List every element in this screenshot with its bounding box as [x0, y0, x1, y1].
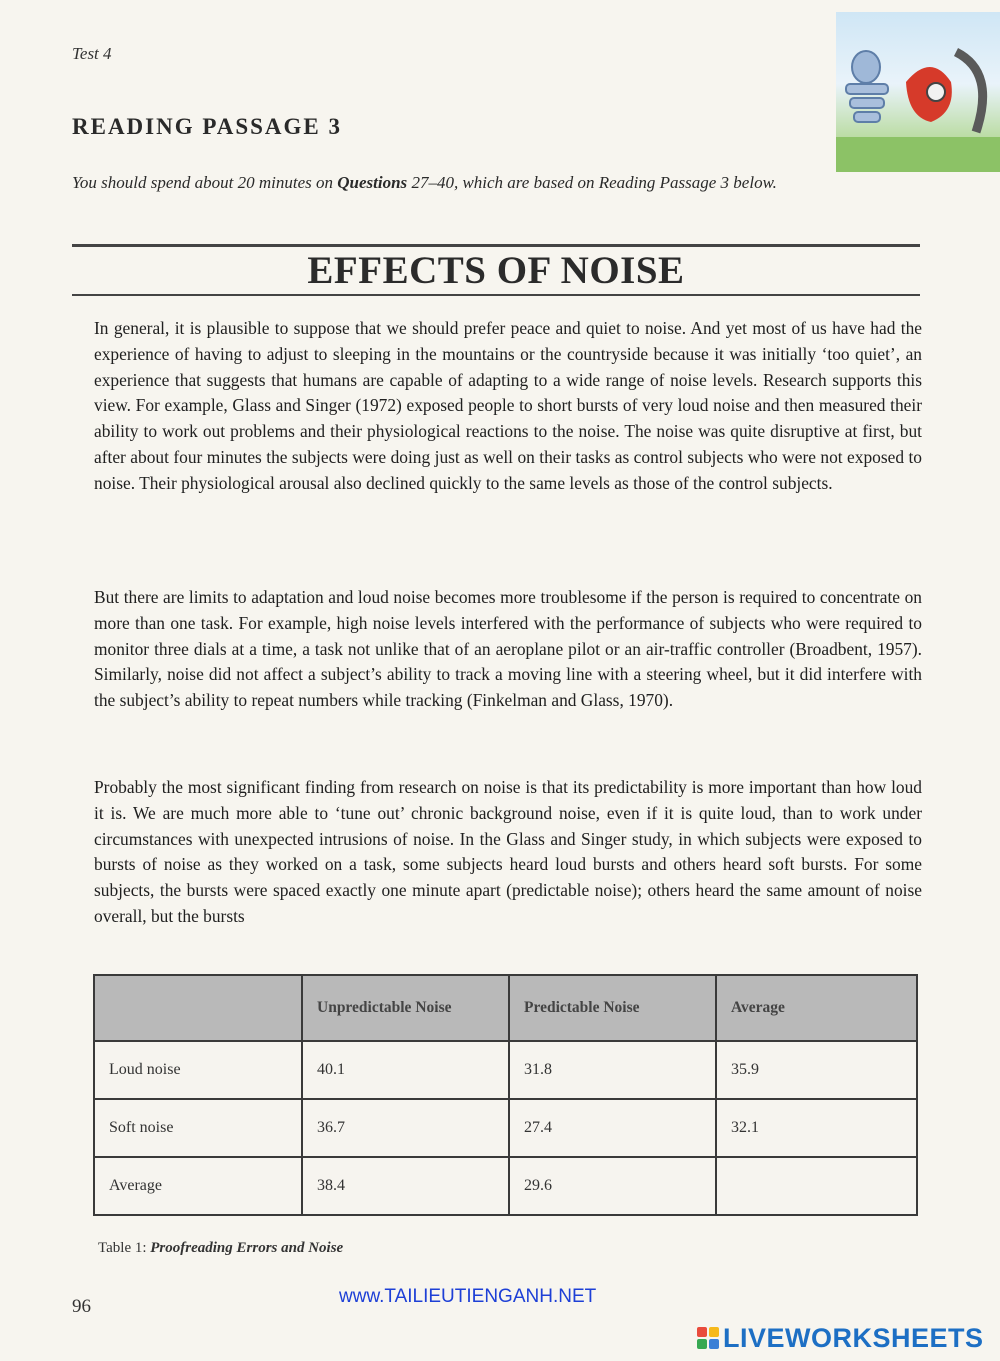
caption-title: Proofreading Errors and Noise — [150, 1240, 344, 1256]
table-cell: 29.6 — [509, 1157, 716, 1215]
table-cell: 36.7 — [302, 1099, 509, 1157]
test-label: Test 4 — [72, 44, 112, 63]
table-header-row — [94, 975, 917, 1041]
table-cell: Average — [94, 1157, 302, 1215]
page-number: 96 — [72, 1296, 91, 1317]
liveworksheets-brand[interactable] — [697, 1321, 984, 1355]
paragraph-2: But there are limits to adaptation and loud noise becomes more troublesome if the person is required to concentrate on more than one task. For example, high noise levels interfered with the performance of subjects who were required to monitor three dials at a time, a task not unlike that of an aeroplane pilot or an air-traffic controller (Broadbent, 1957). Similarly, noise did not affect a subject’s ability to track a moving line with a steering wheel, but it did interfere with the subject’s ability to repeat numbers while tracking (Finkelman and Glass, 1970). — [94, 587, 922, 711]
title-rule-bottom — [72, 294, 920, 296]
table-cell: 27.4 — [509, 1099, 716, 1157]
table-cell: Loud noise — [94, 1041, 302, 1099]
table-cell: Soft noise — [94, 1099, 302, 1157]
table-header-cell: Unpredictable Noise — [302, 975, 509, 1041]
results-table — [93, 974, 918, 1216]
table-cell: 38.4 — [302, 1157, 509, 1215]
table-cell: 32.1 — [716, 1099, 917, 1157]
brand-label: LIVEWORKSHEETS — [723, 1322, 984, 1353]
table-row — [94, 1041, 917, 1099]
table-header-cell: Average — [716, 975, 917, 1041]
website-link[interactable]: www.TAILIEUTIENGANH.NET — [339, 1286, 597, 1307]
table-cell — [716, 1157, 917, 1215]
table-caption — [98, 1240, 343, 1257]
instructions — [72, 172, 922, 194]
paragraph-1: In general, it is plausible to suppose that we should prefer peace and quiet to noise. And yet most of us have had the experience of having to adjust to sleeping in the mountains or the countryside because it was initially ‘too quiet’, an experience that suggests that humans are capable of adapting to a wide range of noise levels. Research supports this view. For example, Glass and Singer (1972) exposed people to short bursts of very loud noise and then measured their ability to work out problems and their physiological reactions to the noise. The noise was quite disruptive at first, but after about four minutes the subjects were doing just as well on their tasks as control subjects who were not exposed to noise. Their physiological arousal also declined quickly to the same levels as those of the control subjects. — [94, 318, 922, 493]
table-row — [94, 1157, 917, 1215]
paragraph-3: Probably the most significant finding from research on noise is that its predictability is more important than how loud it is. We are much more able to ‘tune out’ chronic background noise, even if it is quite loud, than to work under circumstances with unexpected intrusions of noise. In the Glass and Singer study, in which subjects were exposed to bursts of noise as they worked on a task, some subjects heard loud bursts and others heard soft bursts. For some subjects, the bursts were spaced exactly one minute apart (predictable noise); others heard the same amount of noise overall, but the bursts — [94, 777, 922, 926]
table-cell: 40.1 — [302, 1041, 509, 1099]
instructions-text: You should spend about 20 minutes on — [72, 173, 338, 192]
table-row — [94, 1099, 917, 1157]
table-header-cell — [94, 975, 302, 1041]
title-rule-top — [72, 244, 920, 247]
passage-title: EFFECTS OF NOISE — [307, 249, 685, 292]
liveworksheets-icon — [697, 1327, 719, 1349]
table-cell: 35.9 — [716, 1041, 917, 1099]
instructions-text-rest: 27–40, which are based on Reading Passage 3 below. — [407, 173, 777, 192]
section-title: READING PASSAGE 3 — [72, 114, 342, 139]
caption-prefix: Table 1: — [98, 1240, 151, 1256]
table-header-cell: Predictable Noise — [509, 975, 716, 1041]
table-cell: 31.8 — [509, 1041, 716, 1099]
instructions-questions: Questions — [337, 173, 408, 192]
results-table-container — [93, 974, 918, 1216]
decorative-logo-image — [836, 12, 1000, 172]
logo-illustration — [836, 12, 1000, 172]
